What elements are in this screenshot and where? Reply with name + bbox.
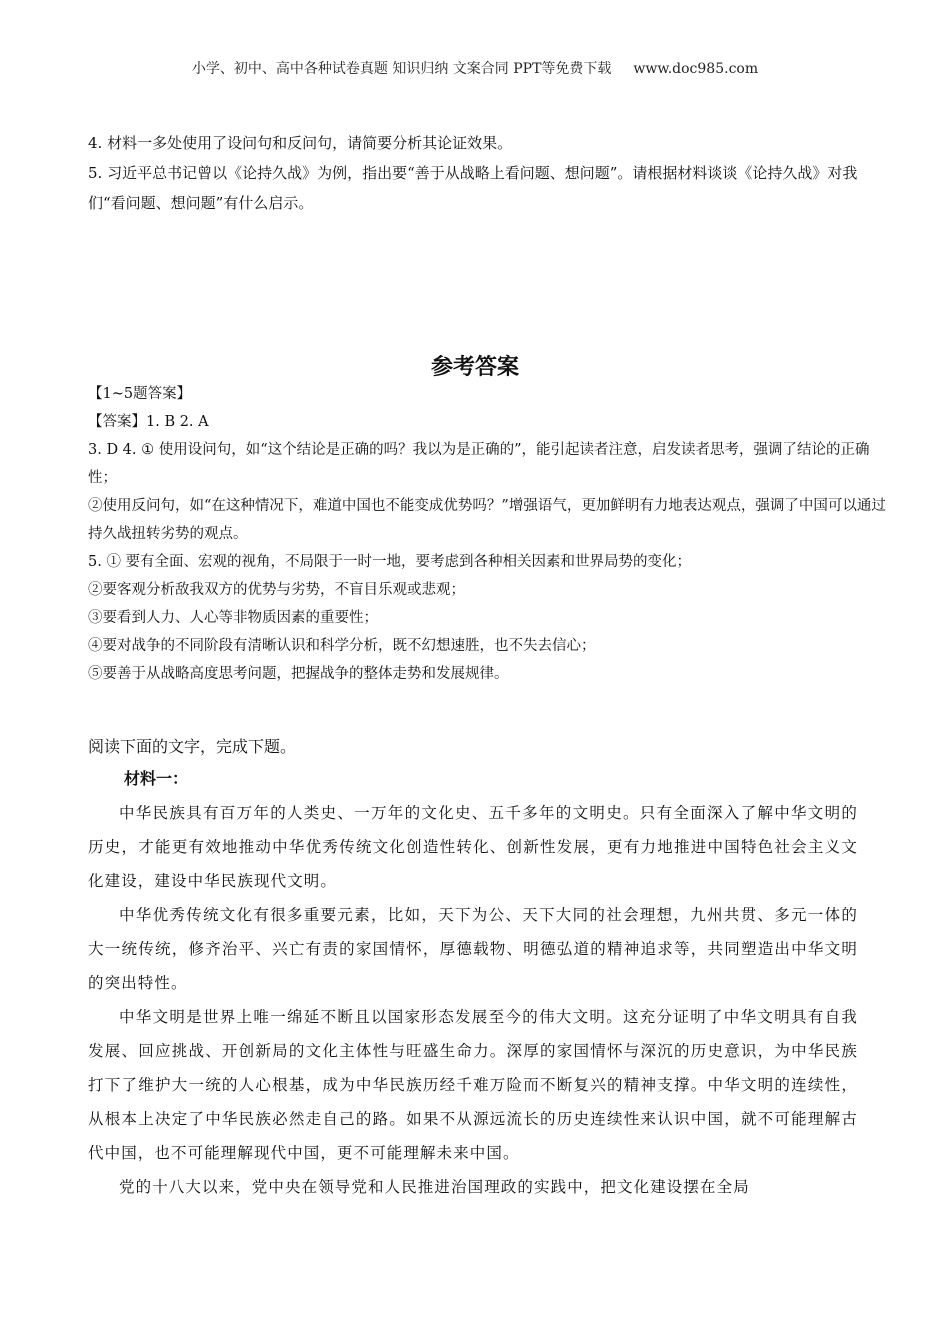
answer-line: ②使用反问句，如“在这种情况下，难道中国也不能变成优势吗？”增强语气，更加鲜明有力地表达观点，强调了中国可以通过持久战扭转劣势的观点。 [88,498,886,542]
answer-title: 参考答案 [430,355,519,380]
passage-paragraph: 党的十八大以来，党中央在领导党和人民推进治国理政的实践中，把文化建设摆在全局 [119,1178,750,1196]
answer-line: 5. ① 要有全面、宏观的视角，不局限于一时一地，要考虑到各种相关因素和世界局势的变化； [88,554,692,570]
answer-group-label: 【1~5题答案】 [88,386,192,402]
answer-line: ④要对战争的不同阶段有清晰认识和科学分析，既不幻想速胜，也不失去信心； [88,638,596,654]
header-site[interactable]: www.doc985.com [633,61,759,77]
page-header [0,58,950,78]
question-5: 5. 习近平总书记曾以《论持久战》为例，指出要“善于从战略上看问题、想问题”。请根据材料谈谈《论持久战》对我们“看问题、想问题”有什么启示。 [88,164,858,212]
question-4: 4. 材料一多处使用了设问句和反问句，请简要分析其论证效果。 [88,134,513,152]
material-heading: 材料一： [124,769,189,788]
answer-line: ⑤要善于从战略高度思考问题，把握战争的整体走势和发展规律。 [88,666,509,682]
answer-block [88,380,888,688]
reading-passage [88,732,858,1204]
header-text: 小学、初中、高中各种试卷真题 知识归纳 文案合同 PPT等免费下载 [191,61,612,77]
answer-line: ③要看到人力、人心等非物质因素的重要性； [88,610,378,626]
answer-line: 3. D 4. ① 使用设问句，如“这个结论是正确的吗？我以为是正确的”，能引起读者注意，启发读者思考，强调了结论的正确性； [88,442,870,486]
passage-instruction: 阅读下面的文字，完成下题。 [88,737,297,756]
answer-line: 【答案】1. B 2. A [88,414,209,430]
answer-line: ②要客观分析敌我双方的优势与劣势，不盲目乐观或悲观； [88,582,465,598]
passage-paragraph: 中华优秀传统文化有很多重要元素，比如，天下为公、天下大同的社会理想，九州共贯、多元一体的大一统传统，修齐治平、兴亡有责的家国情怀，厚德载物、明德弘道的精神追求等，共同塑造出中华文明的突出特性。 [88,906,858,992]
passage-paragraph: 中华文明是世界上唯一绵延不断且以国家形态发展至今的伟大文明。这充分证明了中华文明具有自我发展、回应挑战、开创新局的文化主体性与旺盛生命力。深厚的家国情怀与深沉的历史意识，为中华民族打下了维护大一统的人心根基，成为中华民族历经千难万险而不断复兴的精神支撑。中华文明的连续性，从根本上决定了中华民族必然走自己的路。如果不从源远流长的历史连续性来认识中国，就不可能理解古代中国，也不可能理解现代中国，更不可能理解未来中国。 [88,1008,858,1162]
passage-paragraph: 中华民族具有百万年的人类史、一万年的文化史、五千多年的文明史。只有全面深入了解中华文明的历史，才能更有效地推动中华优秀传统文化创造性转化、创新性发展，更有力地推进中国特色社会主义文化建设，建设中华民族现代文明。 [88,804,858,890]
